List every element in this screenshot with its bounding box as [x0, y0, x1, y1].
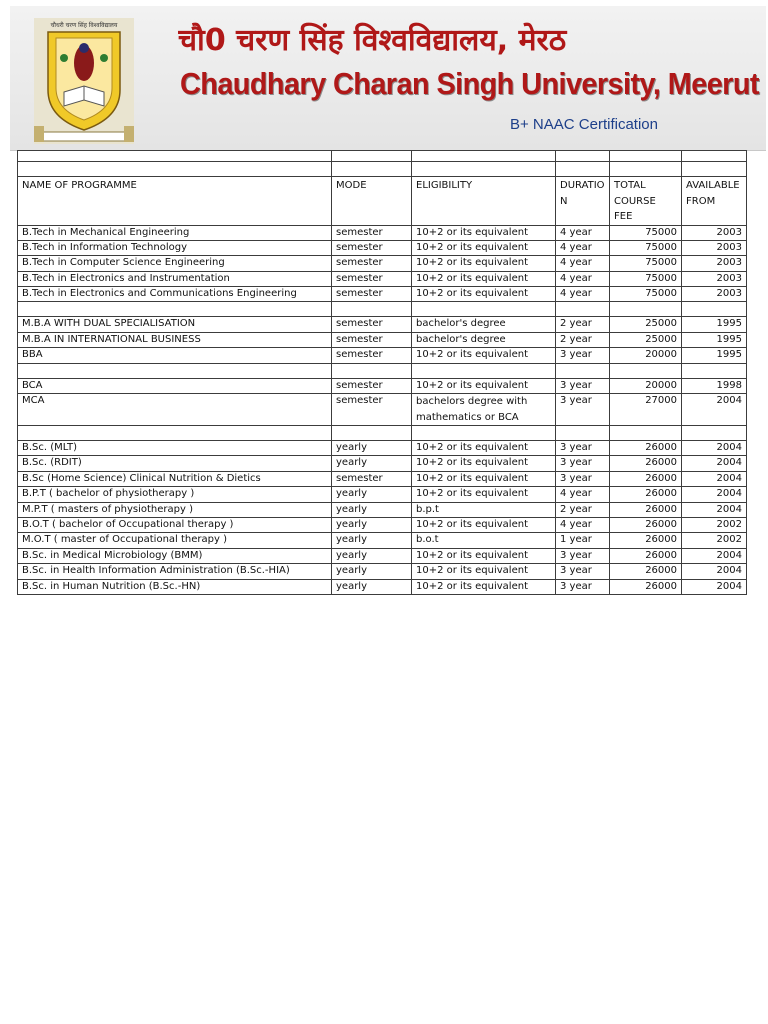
cell-fee: 20000 [610, 378, 682, 393]
cell-available-from: 2003 [682, 256, 747, 271]
table-header-row [18, 177, 747, 226]
cell-mode: yearly [332, 441, 412, 456]
table-row [18, 487, 747, 502]
cell-duration: 3 year [556, 564, 610, 579]
cell-available-from: 2004 [682, 456, 747, 471]
cell-duration: 3 year [556, 348, 610, 363]
cell-eligibility: 10+2 or its equivalent [412, 348, 556, 363]
cell-duration: 3 year [556, 548, 610, 563]
cell-mode: yearly [332, 548, 412, 563]
cell-eligibility: b.p.t [412, 502, 556, 517]
cell-eligibility: 10+2 or its equivalent [412, 240, 556, 255]
cell-eligibility: b.o.t [412, 533, 556, 548]
cell-fee: 25000 [610, 332, 682, 347]
university-title-text: Chaudhary Charan Singh University, Meerut [180, 66, 759, 101]
cell-duration: 4 year [556, 240, 610, 255]
cell-programme-name: M.O.T ( master of Occupational therapy ) [18, 533, 332, 548]
cell-fee: 26000 [610, 471, 682, 486]
cell-duration: 2 year [556, 317, 610, 332]
cell-programme-name: M.B.A IN INTERNATIONAL BUSINESS [18, 332, 332, 347]
cell-mode: semester [332, 271, 412, 286]
cell-duration: 4 year [556, 256, 610, 271]
header-fee: TOTAL COURSE FEE [610, 177, 682, 226]
table-row [18, 564, 747, 579]
cell-mode: semester [332, 287, 412, 302]
cell-duration: 3 year [556, 394, 610, 426]
table-top-spacer-row [18, 151, 747, 162]
cell-fee: 26000 [610, 533, 682, 548]
cell-eligibility: 10+2 or its equivalent [412, 471, 556, 486]
cell-programme-name: M.P.T ( masters of physiotherapy ) [18, 502, 332, 517]
table-row [18, 517, 747, 532]
header-mode: MODE [332, 177, 412, 226]
cell-mode: semester [332, 348, 412, 363]
table-row [18, 533, 747, 548]
cell-duration: 1 year [556, 533, 610, 548]
cell-duration: 4 year [556, 487, 610, 502]
cell-mode: semester [332, 378, 412, 393]
cell-eligibility: 10+2 or its equivalent [412, 256, 556, 271]
cell-available-from: 1995 [682, 317, 747, 332]
cell-mode: semester [332, 332, 412, 347]
cell-programme-name: B.Tech in Electronics and Instrumentation [18, 271, 332, 286]
cell-duration: 4 year [556, 517, 610, 532]
cell-available-from: 2003 [682, 240, 747, 255]
hindi-title-text: चौ0 चरण सिंह विश्वविद्यालय, मेरठ [178, 23, 567, 58]
cell-available-from: 1995 [682, 348, 747, 363]
table-blank-row [18, 302, 747, 317]
table-row [18, 502, 747, 517]
cell-eligibility: 10+2 or its equivalent [412, 271, 556, 286]
cell-programme-name: B.Sc. (MLT) [18, 441, 332, 456]
table-blank-row [18, 162, 747, 177]
cell-mode: yearly [332, 502, 412, 517]
cell-available-from: 2003 [682, 287, 747, 302]
cell-fee: 26000 [610, 487, 682, 502]
cell-programme-name: MCA [18, 394, 332, 426]
cell-eligibility: 10+2 or its equivalent [412, 487, 556, 502]
table-row [18, 271, 747, 286]
cell-mode: semester [332, 256, 412, 271]
seal-text: चौधरी चरण सिंह विश्वविद्यालय [50, 22, 118, 29]
header-programme: NAME OF PROGRAMME [18, 177, 332, 226]
cell-available-from: 2004 [682, 487, 747, 502]
cell-mode: semester [332, 394, 412, 426]
table-row [18, 317, 747, 332]
cell-fee: 25000 [610, 317, 682, 332]
cell-eligibility: 10+2 or its equivalent [412, 579, 556, 594]
table-row [18, 287, 747, 302]
cell-eligibility: 10+2 or its equivalent [412, 287, 556, 302]
header-available-from: AVAILABLE FROM [682, 177, 747, 226]
cell-programme-name: B.P.T ( bachelor of physiotherapy ) [18, 487, 332, 502]
cell-fee: 75000 [610, 225, 682, 240]
table-blank-row [18, 363, 747, 378]
cell-fee: 26000 [610, 564, 682, 579]
table-row [18, 332, 747, 347]
university-title [180, 66, 759, 102]
cell-duration: 4 year [556, 287, 610, 302]
cell-mode: semester [332, 240, 412, 255]
cell-available-from: 2004 [682, 548, 747, 563]
university-banner [10, 6, 766, 151]
cell-fee: 26000 [610, 441, 682, 456]
cell-programme-name: B.Sc. in Human Nutrition (B.Sc.-HN) [18, 579, 332, 594]
cell-fee: 26000 [610, 548, 682, 563]
cell-available-from: 2004 [682, 441, 747, 456]
table-row [18, 225, 747, 240]
header-duration: DURATION [556, 177, 610, 226]
programme-table [17, 150, 747, 595]
cell-fee: 26000 [610, 579, 682, 594]
cell-mode: yearly [332, 579, 412, 594]
cell-programme-name: B.Sc. in Medical Microbiology (BMM) [18, 548, 332, 563]
cell-mode: semester [332, 471, 412, 486]
cell-fee: 26000 [610, 456, 682, 471]
cell-programme-name: B.Sc (Home Science) Clinical Nutrition & Dietics [18, 471, 332, 486]
table-row [18, 348, 747, 363]
cell-eligibility: bachelor's degree [412, 332, 556, 347]
cell-programme-name: B.Tech in Computer Science Engineering [18, 256, 332, 271]
programme-table-container [17, 150, 747, 595]
cell-eligibility: 10+2 or its equivalent [412, 548, 556, 563]
cell-fee: 26000 [610, 502, 682, 517]
cell-available-from: 1995 [682, 332, 747, 347]
cell-mode: yearly [332, 456, 412, 471]
table-blank-row [18, 426, 747, 441]
naac-certification-label: B+ NAAC Certification [510, 116, 658, 133]
cell-available-from: 2002 [682, 533, 747, 548]
cell-duration: 3 year [556, 579, 610, 594]
cell-eligibility: 10+2 or its equivalent [412, 564, 556, 579]
cell-available-from: 2004 [682, 564, 747, 579]
cell-available-from: 2003 [682, 225, 747, 240]
cell-duration: 3 year [556, 378, 610, 393]
cell-mode: yearly [332, 517, 412, 532]
university-seal-logo [34, 18, 134, 144]
table-row [18, 240, 747, 255]
cell-eligibility: 10+2 or its equivalent [412, 378, 556, 393]
cell-mode: yearly [332, 533, 412, 548]
table-row [18, 456, 747, 471]
cell-eligibility: bachelor's degree [412, 317, 556, 332]
cell-programme-name: B.Tech in Mechanical Engineering [18, 225, 332, 240]
cell-programme-name: B.Tech in Electronics and Communications Engineering [18, 287, 332, 302]
table-row [18, 579, 747, 594]
cell-fee: 26000 [610, 517, 682, 532]
cell-programme-name: BBA [18, 348, 332, 363]
cell-eligibility: 10+2 or its equivalent [412, 441, 556, 456]
cell-fee: 75000 [610, 256, 682, 271]
cell-duration: 4 year [556, 271, 610, 286]
cell-available-from: 2004 [682, 394, 747, 426]
table-row [18, 471, 747, 486]
cell-available-from: 2004 [682, 471, 747, 486]
cell-mode: yearly [332, 564, 412, 579]
cell-available-from: 1998 [682, 378, 747, 393]
cell-mode: semester [332, 225, 412, 240]
cell-programme-name: B.O.T ( bachelor of Occupational therapy ) [18, 517, 332, 532]
cell-fee: 75000 [610, 287, 682, 302]
cell-duration: 3 year [556, 456, 610, 471]
cell-programme-name: B.Tech in Information Technology [18, 240, 332, 255]
cell-fee: 20000 [610, 348, 682, 363]
cell-fee: 75000 [610, 240, 682, 255]
cell-eligibility: 10+2 or its equivalent [412, 517, 556, 532]
table-row [18, 441, 747, 456]
table-row [18, 548, 747, 563]
cell-mode: semester [332, 317, 412, 332]
hindi-title [178, 16, 678, 62]
cell-available-from: 2003 [682, 271, 747, 286]
table-row [18, 378, 747, 393]
cell-fee: 27000 [610, 394, 682, 426]
cell-duration: 3 year [556, 471, 610, 486]
header-eligibility: ELIGIBILITY [412, 177, 556, 226]
cell-duration: 4 year [556, 225, 610, 240]
cell-available-from: 2004 [682, 502, 747, 517]
cell-duration: 2 year [556, 502, 610, 517]
cell-programme-name: BCA [18, 378, 332, 393]
table-row [18, 394, 747, 426]
cell-fee: 75000 [610, 271, 682, 286]
cell-eligibility: bachelors degree with mathematics or BCA [412, 394, 556, 426]
cell-available-from: 2004 [682, 579, 747, 594]
table-row [18, 256, 747, 271]
cell-programme-name: M.B.A WITH DUAL SPECIALISATION [18, 317, 332, 332]
cell-duration: 3 year [556, 441, 610, 456]
cell-eligibility: 10+2 or its equivalent [412, 456, 556, 471]
cell-programme-name: B.Sc. in Health Information Administration (B.Sc.-HIA) [18, 564, 332, 579]
cell-duration: 2 year [556, 332, 610, 347]
cell-available-from: 2002 [682, 517, 747, 532]
cell-programme-name: B.Sc. (RDIT) [18, 456, 332, 471]
cell-eligibility: 10+2 or its equivalent [412, 225, 556, 240]
cell-mode: yearly [332, 487, 412, 502]
